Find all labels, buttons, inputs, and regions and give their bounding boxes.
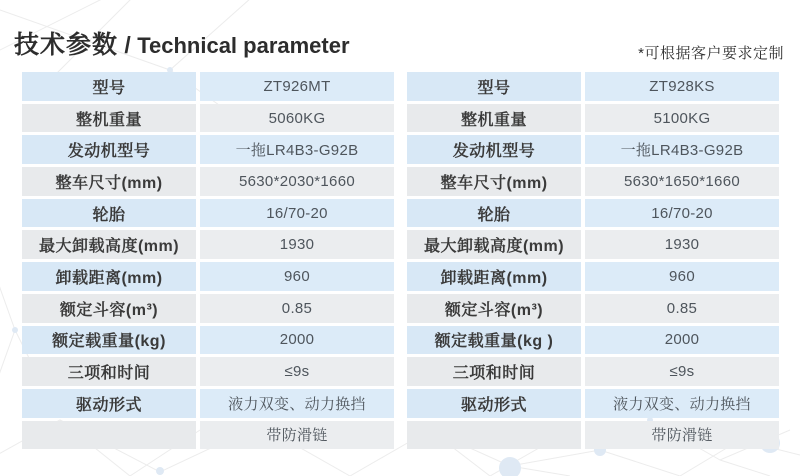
- spec-row: [407, 135, 779, 164]
- spec-row-value: 1930: [200, 230, 394, 259]
- spec-row: [407, 421, 779, 450]
- page-title-cn: 技术参数: [14, 31, 119, 59]
- spec-row-label: 型号: [22, 72, 196, 101]
- spec-row: [22, 199, 394, 228]
- spec-row-value: ZT926MT: [200, 72, 394, 101]
- spec-row-value: 0.85: [200, 294, 394, 323]
- page-title-separator: /: [118, 32, 138, 58]
- spec-tables-container: [22, 72, 782, 452]
- spec-row-value: 960: [585, 262, 779, 291]
- spec-row-label: [22, 421, 196, 450]
- spec-row-label: 整车尺寸(mm): [22, 167, 196, 196]
- spec-row-label: 额定载重量(kg): [22, 326, 196, 355]
- spec-row: [22, 135, 394, 164]
- spec-row-label: 整车尺寸(mm): [407, 167, 581, 196]
- spec-row-label: 卸载距离(mm): [407, 262, 581, 291]
- spec-row: [22, 357, 394, 386]
- spec-row-label: 额定载重量(kg ): [407, 326, 581, 355]
- spec-row-value: 2000: [585, 326, 779, 355]
- spec-row-value: ≤9s: [585, 357, 779, 386]
- spec-row-label: 额定斗容(m³): [407, 294, 581, 323]
- spec-row: [22, 389, 394, 418]
- spec-row: [22, 294, 394, 323]
- page-title: [14, 24, 350, 61]
- spec-table-zt928ks: [407, 72, 779, 452]
- spec-row: [407, 389, 779, 418]
- spec-row-label: 最大卸载高度(mm): [407, 230, 581, 259]
- spec-row-label: 整机重量: [407, 104, 581, 133]
- spec-row: [407, 104, 779, 133]
- spec-row-value: 960: [200, 262, 394, 291]
- customization-note: *可根据客户要求定制: [638, 45, 784, 62]
- spec-row-label: 三项和时间: [407, 357, 581, 386]
- spec-row-value: 液力双变、动力换挡: [200, 389, 394, 418]
- spec-row-value: 5100KG: [585, 104, 779, 133]
- spec-row: [407, 230, 779, 259]
- spec-row-label: 驱动形式: [22, 389, 196, 418]
- spec-row-label: [407, 421, 581, 450]
- spec-row-value: 5630*1650*1660: [585, 167, 779, 196]
- spec-row: [407, 167, 779, 196]
- spec-row-label: 发动机型号: [22, 135, 196, 164]
- spec-row-value: 5630*2030*1660: [200, 167, 394, 196]
- spec-row: [407, 199, 779, 228]
- spec-row-label: 轮胎: [22, 199, 196, 228]
- page-title-en: Technical parameter: [137, 33, 350, 58]
- spec-row-label: 卸载距离(mm): [22, 262, 196, 291]
- spec-row-value: 0.85: [585, 294, 779, 323]
- spec-row-label: 驱动形式: [407, 389, 581, 418]
- spec-row-value: 16/70-20: [200, 199, 394, 228]
- spec-row: [22, 72, 394, 101]
- spec-row-value: ≤9s: [200, 357, 394, 386]
- spec-row-value: 5060KG: [200, 104, 394, 133]
- spec-row: [22, 421, 394, 450]
- spec-row-value: 一拖LR4B3-G92B: [585, 135, 779, 164]
- spec-row-label: 额定斗容(m³): [22, 294, 196, 323]
- spec-row-label: 最大卸载高度(mm): [22, 230, 196, 259]
- spec-row: [407, 357, 779, 386]
- spec-row-value: 2000: [200, 326, 394, 355]
- spec-row: [22, 326, 394, 355]
- spec-row-value: 带防滑链: [585, 421, 779, 450]
- spec-row-value: 16/70-20: [585, 199, 779, 228]
- spec-row-value: 带防滑链: [200, 421, 394, 450]
- spec-row-label: 轮胎: [407, 199, 581, 228]
- spec-row-value: ZT928KS: [585, 72, 779, 101]
- spec-row: [22, 104, 394, 133]
- spec-row-label: 整机重量: [22, 104, 196, 133]
- spec-row-value: 一拖LR4B3-G92B: [200, 135, 394, 164]
- spec-row: [22, 262, 394, 291]
- spec-row: [407, 326, 779, 355]
- spec-table-zt926mt: [22, 72, 394, 452]
- spec-row-label: 型号: [407, 72, 581, 101]
- spec-row: [407, 294, 779, 323]
- spec-row-label: 三项和时间: [22, 357, 196, 386]
- spec-row: [407, 262, 779, 291]
- spec-row: [407, 72, 779, 101]
- spec-row-value: 1930: [585, 230, 779, 259]
- spec-row-label: 发动机型号: [407, 135, 581, 164]
- spec-row-value: 液力双变、动力换挡: [585, 389, 779, 418]
- spec-row: [22, 230, 394, 259]
- spec-row: [22, 167, 394, 196]
